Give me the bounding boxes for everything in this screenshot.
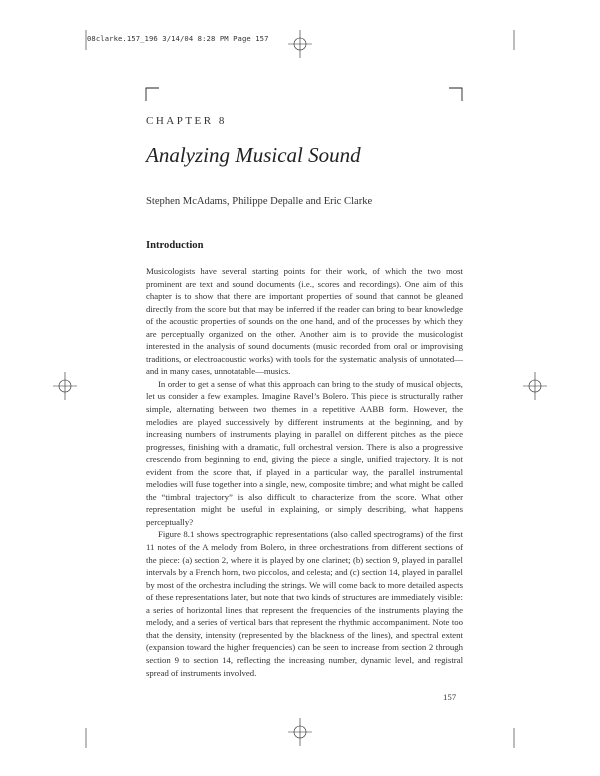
paragraph: Musicologists have several starting points for their work, of which the two most prominent are text and sound documents (i.e., scores and recordings). One aim of this chapter is to show that there are important properties of sound that cannot be gleaned directly from the score but that may be inferred if the reader can bring to bear knowledge of the acoustic properties of sounds on the one hand, and of the processes by which they are perceptually organized on the other. Another aim is to provide the musicologist interested in the analysis of sound documents (music recorded from oral or improvising traditions, or electroacoustic works) with tools for the systematic analysis of unnotated—and in many cases, unnotatable—musics. <box>146 266 463 377</box>
paragraph: Figure 8.1 shows spectrographic representations (also called spectrograms) of the first 11 notes of the A melody from Bolero, in three orchestrations from different sections of the piece: (a) section 2, where it is played by one clarinet; (b) section 9, played in parallel intervals by a French horn, two piccolos, and celesta; and (c) section 14, played in parallel by most of the orchestra including the strings. We will come back to more detailed aspects of these representations later, but note that two kinds of structures are immediately visible: a series of horizontal lines that represent the frequencies of the instruments playing the melody, and a series of vertical bars that represent the rhythmic accompaniment. Note too that the density, intensity (represented by the blackness of the lines), and spectral extent (expansion toward the higher frequencies) can be seen to increase from section 2 through section 9 to section 14, reflecting the increasing number, dynamic level, and registral spread of instruments involved. <box>146 529 463 678</box>
chapter-authors: Stephen McAdams, Philippe Depalle and Eric Clarke <box>146 196 373 207</box>
corner-bracket-top-right <box>449 88 462 101</box>
paragraph: In order to get a sense of what this approach can bring to the study of musical objects, let us consider a few examples. Imagine Ravel’s Bolero. This piece is structurally rather simple, alternating between two themes in a repetitive AABB form. However, the melodies are played successively by different instruments at the beginning, and by increasing numbers of instruments playing in parallel on different pitches as the piece progresses, finishing with a dramatic, full orchestral version. There is also a progressive crescendo from beginning to end, giving the piece a single, unified trajectory. It is not evident from the score that, if played in a particular way, the parallel instrumental melodies will fuse together into a single, new, composite timbre; and what might be called the “timbral trajectory” is also difficult to characterize from the score. What other representation might be useful in explaining, or simply describing, what happens perceptually? <box>146 378 463 527</box>
registration-mark-right <box>523 372 547 400</box>
page-number: 157 <box>443 692 457 702</box>
section-heading: Introduction <box>146 240 204 251</box>
chapter-title: Analyzing Musical Sound <box>146 143 361 167</box>
chapter-label: CHAPTER 8 <box>146 115 227 127</box>
corner-bracket-top-left <box>146 88 159 101</box>
print-slug-line: 08clarke.157_196 3/14/04 8:28 PM Page 157 <box>87 34 269 43</box>
body-text <box>146 265 463 679</box>
registration-mark-left <box>53 372 77 400</box>
registration-mark-bottom <box>288 718 312 746</box>
registration-mark-top <box>288 30 312 58</box>
